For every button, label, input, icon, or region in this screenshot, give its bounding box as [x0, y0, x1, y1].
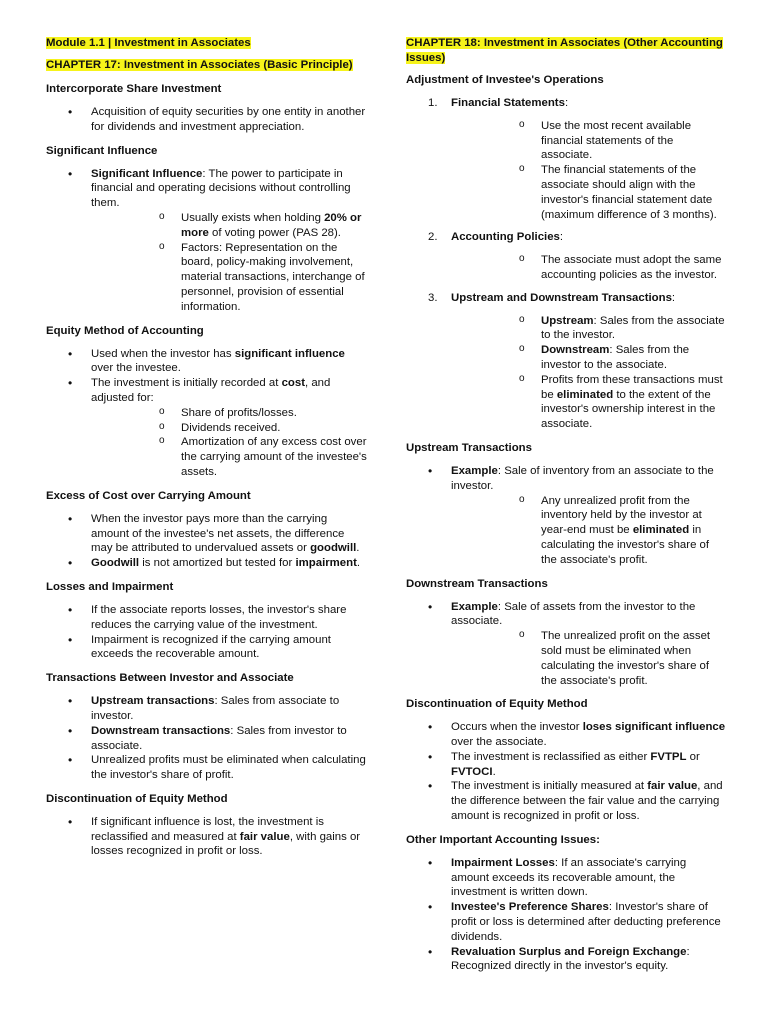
bullet-item: [46, 347, 368, 377]
bullet-list: [46, 512, 368, 571]
bold-term: 20% or more: [181, 211, 362, 239]
text-run: to the extent of the investor's ownership interest in the associate.: [541, 388, 716, 431]
sub-bullet-item: [451, 494, 726, 568]
sub-list: [451, 494, 726, 568]
bullet-item: [406, 779, 726, 823]
chapter-17-title: CHAPTER 17: Investment in Associates (Basic Principle): [46, 59, 353, 71]
numbered-sub-wrap: [451, 253, 726, 283]
text-run: : Sales from the associate to the investor.: [541, 314, 725, 342]
bold-term: fair value: [239, 830, 290, 843]
text-run: : Sales from investor to associate.: [91, 724, 347, 752]
sub-list: [451, 314, 726, 432]
section-heading-intercorporate-share-investment: Intercorporate Share Investment: [46, 83, 222, 95]
text-run: :: [671, 291, 676, 304]
bullet-item: [46, 694, 368, 724]
sub-bullet-item: [451, 373, 726, 432]
bold-term: loses significant influence: [582, 721, 726, 734]
text-run: .: [356, 557, 361, 570]
text-run: : The power to participate in financial and operating decisions without controlling them.: [91, 167, 351, 210]
text-run: Any unrealized profit from the inventory held by the investor at year-end must be: [541, 494, 702, 537]
text-run: Occurs when the investor: [451, 721, 583, 734]
bullet-item: [46, 815, 368, 859]
bullet-list: [46, 347, 368, 480]
module-title-block: [46, 36, 368, 51]
sub-list: [91, 211, 368, 315]
text-run: The financial statements of the associate should align with the investor's financial statement date (maximum difference of 3 months).: [541, 164, 717, 221]
bold-term: eliminated: [556, 388, 614, 401]
numbered-item: [406, 291, 726, 432]
item-number: 3.: [428, 291, 438, 304]
bullet-item: [46, 633, 368, 663]
section-heading-significant-influence: Significant Influence: [46, 144, 158, 157]
bold-term: goodwill: [310, 542, 357, 555]
section-heading-adjustment: Adjustment of Investee's Operations: [406, 74, 604, 86]
bullet-list: [46, 167, 368, 315]
text-run: The investment is initially recorded at: [91, 377, 282, 390]
text-run: The associate must adopt the same accounting policies as the investor.: [541, 254, 722, 281]
text-run: over the investee.: [91, 362, 181, 375]
text-run: Use the most recent available financial statements of the associate.: [541, 119, 692, 162]
text-run: of voting power (PAS 28).: [208, 226, 341, 239]
bullet-list: [406, 856, 726, 974]
text-run: Impairment is recognized if the carrying amount exceeds the recoverable amount.: [91, 633, 331, 661]
bold-term: impairment: [295, 557, 357, 570]
text-run: Acquisition of equity securities by one entity in another for dividends and investment appreciation.: [91, 106, 366, 133]
bullet-list: [46, 105, 368, 135]
left-sections: [46, 82, 368, 859]
section-heading-upstream-transactions: Upstream Transactions: [406, 441, 532, 454]
text-run: Amortization of any excess cost over the carrying amount of the investee's assets.: [181, 436, 367, 478]
bullet-item: [46, 603, 368, 633]
sub-bullet-item: [451, 629, 726, 688]
text-run: is not amortized but tested for: [139, 557, 296, 570]
bold-term: Downstream: [541, 344, 610, 357]
text-run: The investment is initially measured at: [451, 780, 648, 793]
bullet-item: [406, 600, 726, 689]
sub-bullet-item: [91, 406, 368, 421]
numbered-item: [406, 230, 726, 282]
bullet-list: [406, 720, 726, 824]
bold-term: Financial Statements: [451, 97, 565, 109]
bold-term: Upstream transactions: [91, 695, 215, 708]
bold-term: cost: [281, 377, 305, 390]
bullet-item: [406, 856, 726, 900]
numbered-sub-wrap: [451, 119, 726, 223]
bold-term: Goodwill: [91, 557, 140, 570]
text-run: Used when the investor has: [91, 347, 235, 360]
text-run: , and adjusted for:: [91, 377, 331, 404]
text-run: : Sale of assets from the investor to the associate.: [451, 600, 696, 628]
text-run: The unrealized profit on the asset sold must be eliminated when calculating the investor's share of the associate's profit.: [541, 630, 711, 687]
text-run: If significant influence is lost, the investment is reclassified and measured at: [91, 815, 324, 843]
right-sections: [406, 441, 726, 974]
sub-bullet-item: [91, 211, 368, 241]
bullet-item: [46, 753, 368, 783]
bold-term: Accounting Policies: [451, 231, 560, 244]
bullet-item: [406, 900, 726, 944]
text-run: : Sales from the investor to the associate.: [541, 344, 690, 371]
bullet-list: [46, 815, 368, 859]
text-run: or: [686, 750, 700, 763]
bullet-item: [46, 167, 368, 315]
text-run: : Recognized directly in the investor's equity.: [451, 945, 690, 973]
bullet-list: [46, 694, 368, 783]
text-run: When the investor pays more than the carrying amount of the investee's net assets, the difference may be attributed to undervalued assets or: [91, 512, 345, 555]
text-run: :: [564, 97, 569, 109]
item-number: 1.: [428, 97, 438, 109]
adjustment-numbered-list: [406, 96, 726, 432]
section-heading-downstream-transactions: Downstream Transactions: [406, 577, 548, 590]
numbered-sub-wrap: [451, 314, 726, 432]
bullet-item: [406, 945, 726, 975]
bullet-item: [46, 556, 368, 571]
bold-term: significant influence: [234, 347, 345, 360]
text-run: :: [559, 231, 564, 244]
sub-list: [91, 406, 368, 480]
bullet-item: [406, 750, 726, 780]
text-run: Usually exists when holding: [181, 211, 325, 224]
sub-bullet-item: [451, 119, 726, 163]
sub-bullet-item: [91, 421, 368, 436]
sub-list: [451, 629, 726, 688]
text-run: .: [492, 765, 496, 778]
bold-term: Investee's Preference Shares: [451, 901, 609, 914]
section-heading-discontinuation-of-equity-method: Discontinuation of Equity Method: [406, 698, 588, 711]
text-run: Profits from these transactions must be: [541, 373, 723, 401]
text-run: : Sale of inventory from an associate to the investor.: [451, 464, 714, 492]
bold-term: Downstream transactions: [91, 724, 231, 737]
bullet-item: [406, 464, 726, 568]
text-run: : Sales from associate to investor.: [91, 695, 340, 722]
bold-term: Example: [451, 600, 498, 613]
numbered-item: [406, 96, 726, 222]
sub-bullet-item: [91, 435, 368, 479]
bold-term: Example: [451, 464, 498, 477]
bullet-item: [46, 376, 368, 480]
text-run: over the associate.: [451, 736, 547, 749]
section-heading-equity-method-of-accounting: Equity Method of Accounting: [46, 324, 204, 337]
bold-term: fair value: [647, 780, 698, 793]
sub-bullet-item: [451, 253, 726, 283]
sub-list: [451, 253, 726, 283]
sub-list: [451, 119, 726, 223]
sub-bullet-item: [451, 163, 726, 222]
bullet-item: [46, 105, 368, 135]
chapter-18-title-block: [406, 36, 726, 66]
bold-term: Revaluation Surplus and Foreign Exchange: [451, 945, 687, 958]
bullet-item: [406, 720, 726, 750]
section-heading-transactions-between-investor-and-associate: Transactions Between Investor and Associate: [46, 672, 294, 685]
right-column: [406, 36, 726, 983]
section-heading-losses-and-impairment: Losses and Impairment: [46, 580, 174, 593]
bold-term: Impairment Losses: [451, 856, 555, 869]
text-run: Unrealized profits must be eliminated when calculating the investor's share of profit.: [91, 754, 366, 782]
text-run: , with gains or losses recognized in profit or loss.: [91, 830, 361, 858]
section-heading-discontinuation-of-equity-method: Discontinuation of Equity Method: [46, 792, 228, 805]
bullet-list: [406, 464, 726, 568]
bold-term: eliminated: [632, 524, 690, 537]
bold-term: FVTPL: [650, 750, 687, 763]
text-run: The investment is reclassified as either: [451, 750, 651, 763]
bullet-item: [46, 512, 368, 556]
chapter-18-title: CHAPTER 18: Investment in Associates (Other Accounting Issues): [406, 37, 723, 64]
left-column: [46, 36, 368, 868]
module-title: Module 1.1 | Investment in Associates: [46, 37, 251, 49]
text-run: Dividends received.: [181, 421, 281, 434]
text-run: If the associate reports losses, the investor's share reduces the carrying value of the investment.: [91, 603, 347, 631]
chapter-17-title-block: [46, 58, 368, 73]
text-run: : If an associate's carrying amount exceeds its recoverable amount, the investment is written down.: [451, 856, 687, 899]
item-number: 2.: [428, 231, 438, 244]
text-run: in calculating the investor's share of the associate's profit.: [541, 524, 710, 566]
sub-bullet-item: [451, 343, 726, 373]
text-run: , and the difference between the fair value and the carrying amount is recognized in profit or loss.: [451, 780, 723, 823]
bold-term: Upstream: [541, 314, 594, 327]
text-run: Factors: Representation on the board, policy-making involvement, material transactions, interchange of personnel, provision of essential information.: [181, 241, 365, 313]
sub-bullet-item: [451, 314, 726, 344]
bold-term: FVTOCI: [451, 765, 493, 778]
sub-bullet-item: [91, 241, 368, 315]
section-heading-excess-of-cost-over-carrying-amount: Excess of Cost over Carrying Amount: [46, 489, 251, 502]
text-run: Share of profits/losses.: [181, 406, 297, 419]
bullet-list: [406, 600, 726, 689]
text-run: .: [356, 542, 360, 555]
bullet-list: [46, 603, 368, 662]
bold-term: Upstream and Downstream Transactions: [451, 291, 672, 304]
bullet-item: [46, 724, 368, 754]
section-heading-other-important-accounting-issues: Other Important Accounting Issues:: [406, 833, 600, 846]
text-run: : Investor's share of profit or loss is determined after deducting preference dividends.: [451, 901, 721, 943]
bold-term: Significant Influence: [91, 167, 203, 180]
